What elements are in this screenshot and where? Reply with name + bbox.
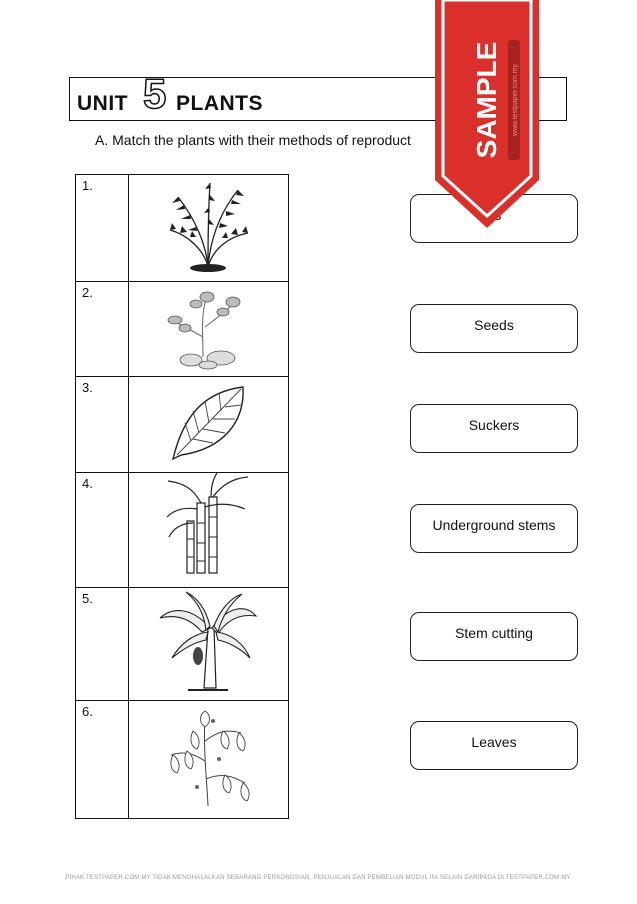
table-row — [76, 175, 289, 282]
unit-label: UNIT — [77, 92, 128, 115]
potato-plant-icon — [163, 282, 253, 372]
sample-ribbon-label — [438, 0, 538, 190]
row-number: 1. — [82, 178, 93, 193]
unit-number: 5 — [143, 70, 167, 117]
row-number: 3. — [82, 380, 93, 395]
vine-plant-icon — [163, 701, 253, 809]
table-row — [76, 588, 289, 701]
answer-box[interactable]: Suckers — [410, 404, 578, 453]
unit-subject: PLANTS — [176, 92, 263, 115]
row-number: 4. — [82, 476, 93, 491]
row-number: 5. — [82, 591, 93, 606]
fern-icon — [158, 175, 258, 275]
table-row — [76, 473, 289, 588]
sample-subtext: www.testpaper.com.my — [512, 64, 519, 136]
sample-text-graphic — [438, 0, 538, 190]
table-row — [76, 282, 289, 377]
leaf-icon — [163, 377, 253, 467]
banana-tree-icon — [158, 588, 258, 693]
footer-disclaimer: PIHAK TESTPAPER.COM.MY TIDAK MENGHALALKAN SEBARANG PERKONGSIAN, PENJUALAN DAN PEMBELIAN MODUL INI SELAIN DARIPADA DI TESTPAPER.COM.MY. — [65, 875, 572, 881]
sample-text: SAMPLE — [471, 41, 502, 159]
plant-table — [75, 174, 289, 819]
row-number: 2. — [82, 285, 93, 300]
table-row — [76, 701, 289, 819]
instruction-text: A. Match the plants with their methods of reproduct — [95, 132, 411, 148]
answer-box[interactable]: Underground stems — [410, 504, 578, 553]
table-row — [76, 377, 289, 473]
answer-box[interactable]: Seeds — [410, 304, 578, 353]
row-number: 6. — [82, 704, 93, 719]
sugarcane-icon — [163, 473, 253, 578]
answer-box[interactable]: Leaves — [410, 721, 578, 770]
answer-box[interactable]: Stem cutting — [410, 612, 578, 661]
